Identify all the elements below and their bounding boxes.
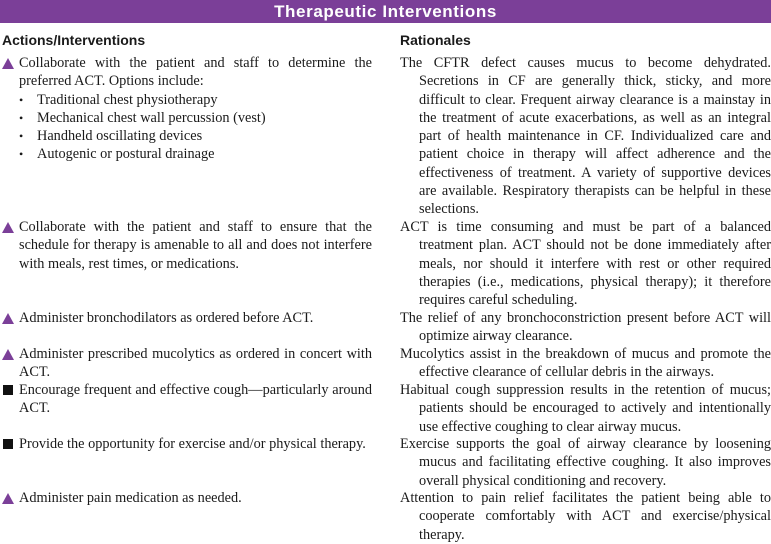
rationale-text-5: Habitual cough suppression results in the retention of mucus; patients should be encouraged to actively and intentionally use effective coughing to clear airway mucus. — [400, 382, 771, 435]
action-text-1: Collaborate with the patient and staff to determine the preferred ACT. Options include: — [19, 55, 372, 90]
section-title-banner: Therapeutic Interventions — [0, 0, 771, 23]
action-item-7 — [0, 489, 372, 507]
triangle-marker-icon — [1, 489, 15, 507]
rationales-column-header: Rationales — [400, 32, 471, 48]
action-item-1 — [0, 54, 372, 164]
action-text-4: Administer prescribed mucolytics as ordered in concert with ACT. — [19, 346, 372, 381]
rationale-text-6: Exercise supports the goal of airway clearance by loosening mucus and facilitating effective coughing. It also improves overall physical conditioning and recovery. — [400, 436, 771, 489]
square-marker-icon — [1, 435, 15, 453]
act-options-list — [0, 91, 372, 164]
act-option-item: • Autogenic or postural drainage — [0, 145, 372, 163]
triangle-marker-icon — [1, 218, 15, 236]
action-item-4 — [0, 345, 372, 382]
action-text-5: Encourage frequent and effective cough—particularly around ACT. — [19, 382, 372, 417]
action-item-2 — [0, 218, 372, 273]
triangle-marker-icon — [1, 345, 15, 363]
act-option-item: • Traditional chest physiotherapy — [0, 91, 372, 109]
rationale-text-1: The CFTR defect causes mucus to become dehydrated. Secretions in CF are generally thick, sticky, and more difficult to clear. Frequent airway clearance is a mainstay in the treatment of acute exacerbations, as well as an integral part of health maintenance in CF. Individualized care and patient choice in therapy will affect adherence and the effectiveness of treatment. A variety of supportive devices are available. Respiratory therapists can be helpful in these selections. — [400, 55, 771, 218]
rationale-text-2: ACT is time consuming and must be part of a balanced treatment plan. ACT should not be done immediately after meals, nor should it interfere with rest or other required therapies (i.e., medications, physical therapy); it therefore requires careful scheduling. — [400, 219, 771, 309]
action-item-5 — [0, 381, 372, 418]
square-marker-icon — [1, 381, 15, 399]
action-text-7: Administer pain medication as needed. — [19, 490, 242, 506]
triangle-marker-icon — [1, 309, 15, 327]
action-text-6: Provide the opportunity for exercise and/or physical therapy. — [19, 436, 366, 452]
action-text-2: Collaborate with the patient and staff to ensure that the schedule for therapy is amenable to all and does not interfere with meals, rest times, or medications. — [19, 219, 372, 272]
action-text-3: Administer bronchodilators as ordered before ACT. — [19, 310, 314, 326]
triangle-marker-icon — [1, 54, 15, 72]
action-item-6 — [0, 435, 372, 453]
action-item-3 — [0, 309, 372, 327]
rationale-text-3: The relief of any bronchoconstriction present before ACT will optimize airway clearance. — [400, 310, 771, 345]
rationale-text-7: Attention to pain relief facilitates the patient being able to cooperate comfortably with ACT and exercise/physical therapy. — [400, 490, 771, 543]
rationale-text-4: Mucolytics assist in the breakdown of mucus and promote the effective clearance of cellular debris in the airways. — [400, 346, 771, 381]
actions-column-header: Actions/Interventions — [2, 32, 146, 48]
act-option-item: • Handheld oscillating devices — [0, 127, 372, 145]
act-option-item: • Mechanical chest wall percussion (vest) — [0, 109, 372, 127]
